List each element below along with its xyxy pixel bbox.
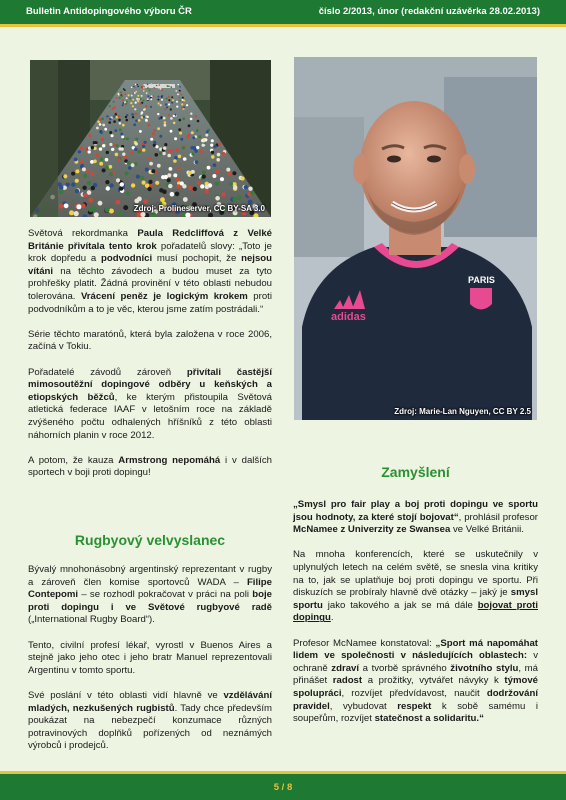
header-bar	[0, 0, 566, 24]
section-heading-zamysleni: Zamyšlení	[381, 464, 450, 480]
marathon-photo	[30, 60, 271, 217]
page-number: 5 / 8	[273, 782, 293, 793]
header-divider	[0, 24, 566, 27]
rugby-player-image	[294, 57, 537, 420]
marathon-runners-image	[30, 60, 271, 217]
paragraph: „Smysl pro fair play a boj proti dopingu ve sportu jsou hodnoty, za které stojí bojovat“, prohlásil profesor McNamee z Univerzity ze Swansea ve Velké Británii.	[293, 499, 538, 536]
bulletin-title: Bulletin Antidopingového výboru ČR	[26, 6, 192, 17]
paragraph: Pořadatelé závodů zároveň přivítali častější mimosoutěžní dopingové odběry u keňských a etiopských běžců, ke kterým přistoupila Světová atletická federace IAAF v letošním roce na základě zvýšeného počtu odhalených hříšníků z této oblasti náhorních planin v roce 2012.	[28, 366, 272, 441]
left-column-lower	[28, 564, 272, 766]
paragraph: Světová rekordmanka Paula Redcliffová z Velké Británie přivítala tento krok pořadatelů slovy: „Toto je krok dopředu a podvodníci musí pochopit, že nejsou vítáni na těchto závodech a budou muset za tyto prohřešky platit. Žádná provinění v této oblasti nebudou tolerována. Vrácení peněz je logickým krokem proti podvodníkům a to je věc, kterou jsme zatím postrádali.“	[28, 228, 272, 315]
paragraph: Profesor McNamee konstatoval: „Sport má napomáhat lidem ve společnosti v následujících oblastech: v ochraně zdraví a tvorbě správného životního stylu, má přinášet radost a prožitky, vytvářet návyky k týmové spolupráci, rozvíjet předvídavost, naučit dodržování pravidel, vybudovat respekt k sobě samému i soupeřům, rozvíjet statečnost a solidaritu.“	[293, 637, 539, 725]
photo-credit: Zdroj: Marie-Lan Nguyen, CC BY 2.5	[394, 407, 531, 416]
paragraph: A potom, že kauza Armstrong nepomáhá i v dalších sportech v boji proti dopingu!	[28, 454, 272, 479]
right-column	[293, 499, 538, 738]
left-column	[28, 228, 272, 492]
issue-info: číslo 2/2013, únor (redakční uzávěrka 28.02.2013)	[318, 6, 540, 17]
photo-credit: Zdroj: Prolineserver, CC BY-SA 3.0	[133, 204, 265, 213]
footer-bar	[0, 774, 566, 800]
brand-text: adidas	[331, 311, 366, 323]
paragraph: Své poslání v této oblasti vidí hlavně ve vzdělávání mladých, nezkušených rugbistů. Tady chce především poukázat na nebezpečí konzumace různých potravinových doplňků pořízených od neznámých výrobců i prodejců.	[28, 689, 272, 752]
paragraph: Na mnoha konferencích, které se uskutečnily v uplynulých letech na celém světě, se snesla vina kritiky na to, jak se uplatňuje boj proti dopingu ve sportu. Při diskuzích se probíraly hlavně dvě otázky – jaký je smysl sportu jako takového a jak se má dále bojovat proti dopingu.	[293, 549, 538, 624]
paragraph: Tento, civilní profesí lékař, vyrostl v Buenos Aires a stejně jako jeho otec i jeho bratr Manuel reprezentovali Argentinu v tomto sportu.	[28, 639, 272, 676]
shirt-text: PARIS	[468, 275, 495, 285]
paragraph: Bývalý mnohonásobný argentinský reprezentant v rugby a zároveň člen komise sportovců WADA – Filipe Contepomi – se rozhodl pokračovat v práci na poli boje proti dopingu i ve Světové rugbyové radě („International Rugby Board“).	[28, 564, 272, 626]
section-heading-rugby: Rugbyový velvyslanec	[74, 532, 226, 548]
paragraph: Série těchto maratónů, která byla založena v roce 2006, začíná v Tokiu.	[28, 328, 272, 353]
player-photo	[294, 57, 537, 420]
